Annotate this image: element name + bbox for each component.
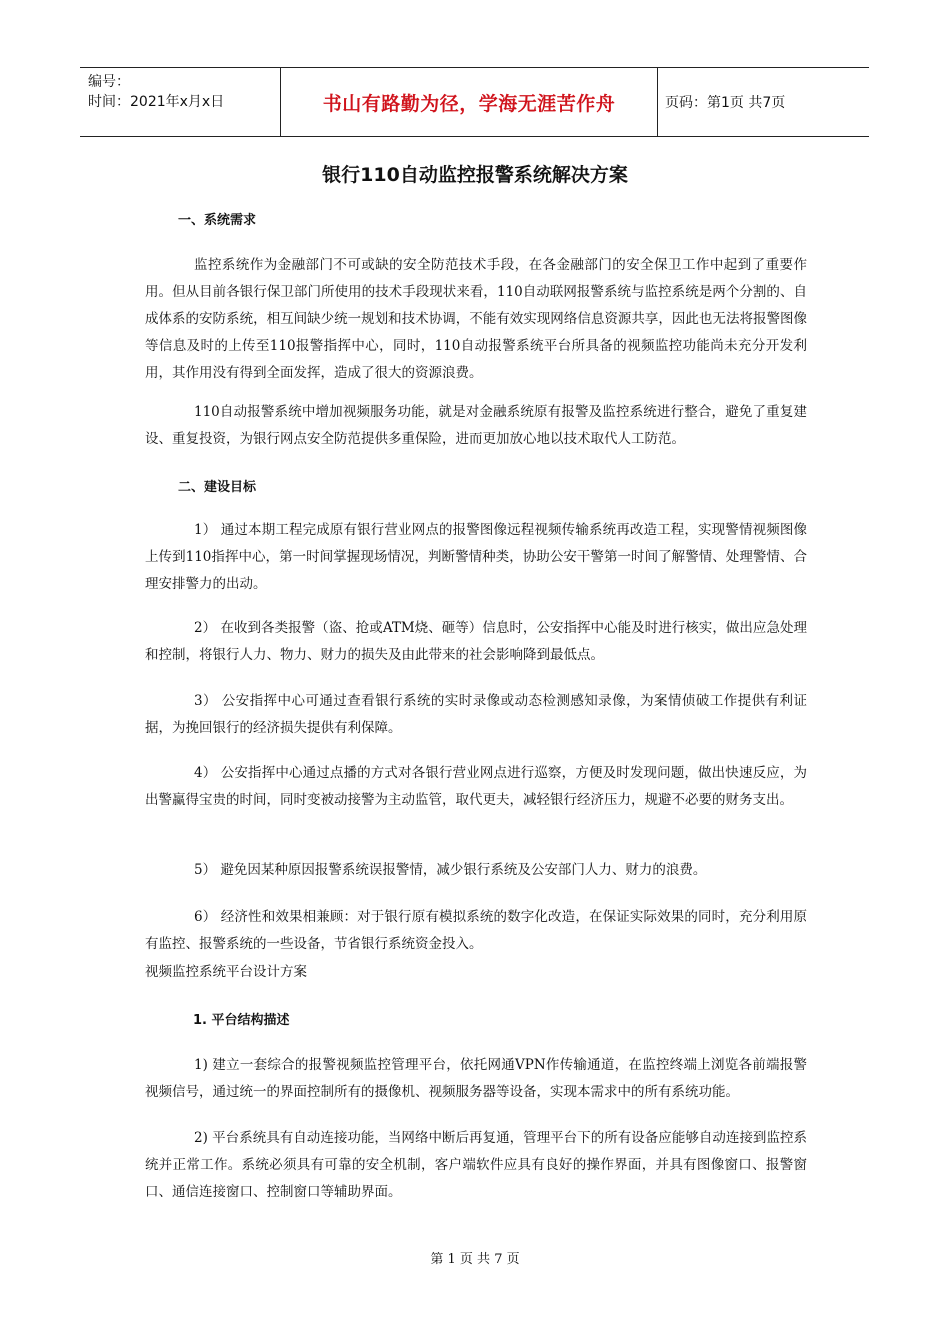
section-heading-goals: 二、建设目标: [178, 480, 257, 495]
list-item: 1) 建立一套综合的报警视频监控管理平台，依托网通VPN作传输通道，在监控终端上浏览各前端报警视频信号，通过统一的界面控制所有的摄像机、视频服务器等设备，实现本需求中的所有系统功能。: [145, 1057, 807, 1100]
page-footer: 第 1 页 共 7 页: [430, 1252, 520, 1267]
list-item: 3） 公安指挥中心可通过查看银行系统的实时录像或动态检测感知录像，为案情侦破工作提供有利证据，为挽回银行的经济损失提供有利保障。: [145, 693, 807, 736]
list-item: 2) 平台系统具有自动连接功能，当网络中断后再复通，管理平台下的所有设备应能够自动连接到监控系统并正常工作。系统必须具有可靠的安全机制，客户端软件应具有良好的操作界面，并具有图像窗口、报警窗口、通信连接窗口、控制窗口等辅助界面。: [145, 1130, 807, 1200]
page-header: [80, 67, 869, 137]
list-item: 4） 公安指挥中心通过点播的方式对各银行营业网点进行巡察，方便及时发现问题，做出快速反应，为出警赢得宝贵的时间，同时变被动接警为主动监管，取代更夫，减轻银行经济压力，规避不必要的财务支出。: [145, 765, 807, 808]
list-item: 2） 在收到各类报警（盗、抢或ATM烧、砸等）信息时，公安指挥中心能及时进行核实，做出应急处理和控制，将银行人力、物力、财力的损失及由此带来的社会影响降到最低点。: [145, 620, 807, 663]
section-heading-requirements: 一、系统需求: [178, 213, 257, 228]
header-motto: 书山有路勤为径，学海无涯苦作舟: [280, 68, 658, 136]
list-item: 1） 通过本期工程完成原有银行营业网点的报警图像远程视频传输系统再改造工程，实现警情视频图像上传到110指挥中心，第一时间掌握现场情况，判断警情种类，协助公安干警第一时间了解警情、处理警情、合理安排警力的出动。: [145, 522, 807, 592]
header-left: [88, 72, 224, 112]
list-item: 5） 避免因某种原因报警系统误报警情，减少银行系统及公安部门人力、财力的浪费。: [194, 862, 707, 878]
document-date: 时间：2021年x月x日: [88, 94, 225, 110]
list-item: 6） 经济性和效果相兼顾：对于银行原有模拟系统的数字化改造，在保证实际效果的同时，充分利用原有监控、报警系统的一些设备，节省银行系统资金投入。: [145, 909, 807, 952]
paragraph: 监控系统作为金融部门不可或缺的安全防范技术手段，在各金融部门的安全保卫工作中起到了重要作用。但从目前各银行保卫部门所使用的技术手段现状来看，110自动联网报警系统与监控系统是两个分割的、自成体系的安防系统，相互间缺少统一规划和技术协调，不能有效实现网络信息资源共享，因此也无法将报警图像等信息及时的上传至110报警指挥中心，同时，110自动报警系统平台所具备的视频监控功能尚未充分开发利用，其作用没有得到全面发挥，造成了很大的资源浪费。: [145, 257, 807, 381]
header-page-info: 页码：第1页 共7页: [665, 95, 786, 111]
paragraph: 110自动报警系统中增加视频服务功能，就是对金融系统原有报警及监控系统进行整合，避免了重复建设、重复投资，为银行网点安全防范提供多重保险，进而更加放心地以技术取代人工防范。: [145, 404, 807, 447]
section-heading-platform: 1. 平台结构描述: [193, 1013, 290, 1028]
document-number-label: 编号：: [88, 74, 130, 90]
section-subtitle: 视频监控系统平台设计方案: [145, 964, 307, 980]
document-title: 银行110自动监控报警系统解决方案: [322, 164, 628, 186]
